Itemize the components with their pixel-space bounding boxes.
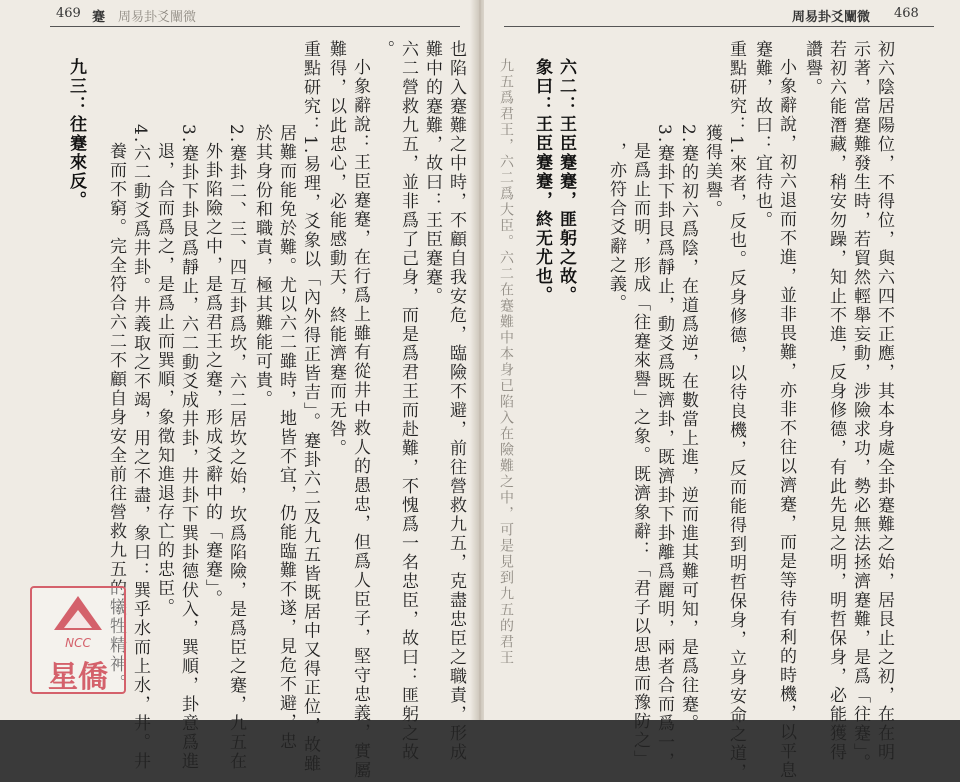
left-col-6: 難得，以此忠心，必能感動天，終能濟蹇而无咎。 bbox=[326, 40, 346, 458]
right-col-3: 若初六能潛藏，稍安勿躁，知止不進，反身修德，有此先見之明，明哲保身，必能獲得 bbox=[826, 40, 846, 762]
left-running-head: 蹇 bbox=[92, 10, 106, 25]
left-header-rule bbox=[50, 26, 460, 27]
right-col-7: 重點研究：1.來者，反也。反身修德，以待良機，反而能得到明哲保身，立身安命之道， bbox=[726, 40, 746, 782]
left-col-3: 六二營救九五，並非爲了己身，而是爲君王而赴難，不愧爲一名忠臣，故曰：匪躬之故 bbox=[398, 40, 418, 762]
left-col-14: 4.六二動爻爲井卦。井義取之不竭，用之不盡，象曰：巽乎水而上水，井。井 bbox=[130, 124, 150, 772]
ncc-logo-stamp bbox=[30, 586, 126, 694]
left-col-12: 3.蹇卦下卦艮爲靜止，六二動爻成井卦，井卦下巽卦德伏入，巽順，卦意爲進 bbox=[178, 124, 198, 772]
left-col-10: 2.蹇卦二、三、四互卦爲坎，六二居坎之始，坎爲陷險，是爲臣之蹇，九五在 bbox=[226, 124, 246, 772]
left-col-1: 也陷入蹇難之中時，不顧自我安危，臨險不避，前往營救九五，克盡忠臣之職責，形成 bbox=[446, 40, 466, 762]
left-faint-head: 周易卦爻闡微 bbox=[118, 10, 197, 25]
right-running-head: 周易卦爻闡微 bbox=[792, 10, 871, 25]
right-col-4: 讚譽。 bbox=[802, 40, 822, 97]
right-line-title: 六二：王臣蹇蹇，匪躬之故。 bbox=[556, 58, 576, 305]
left-col-13: 退，合而爲之，是爲止而巽順，象徵知進退存亡的忠臣。 bbox=[154, 142, 174, 617]
left-page-number: 469 bbox=[56, 6, 81, 21]
right-header-rule bbox=[504, 26, 934, 27]
left-col-11: 外卦陷險之中，是爲君王之蹇，形成爻辭中的「蹇蹇」。 bbox=[202, 142, 222, 609]
right-col-9: 2.蹇的初六爲陰，在道爲逆，在數當上進，逆而進其難可知，是爲往蹇。 bbox=[678, 124, 698, 734]
left-col-2: 難中的蹇難，故曰：王臣蹇蹇。 bbox=[422, 40, 442, 306]
right-col-2: 示著，當蹇難發生時，若貿然輕舉妄動，涉險求功，勢必無法拯濟蹇難，是爲「往蹇」。 bbox=[850, 40, 870, 773]
right-line-xiang: 象曰：王臣蹇蹇，終无尤也。 bbox=[532, 58, 552, 305]
left-col-8: 居難而能免於難。尤以六二雖時，地皆不宜，仍能臨難不遂，見危不避，忠 bbox=[276, 124, 296, 751]
right-col-1: 初六陰居陽位，不得位，與六四不正應，其本身處全卦蹇難之始，居艮止之初，在在明 bbox=[874, 40, 894, 762]
left-col-7: 重點研究：1.易理，爻象以「內外得正皆吉」。蹇卦六二及九五皆既居中又得正位，故雖 bbox=[300, 40, 320, 774]
stamp-logo-text: NCC bbox=[65, 636, 91, 650]
right-col-10: 3.蹇卦下卦艮爲靜止，動爻爲既濟卦，既濟卦下卦離爲麗明，兩者合而爲一， bbox=[654, 124, 674, 772]
left-line-title: 九三：往蹇來反。 bbox=[66, 58, 86, 210]
stamp-name: 星僑 bbox=[48, 660, 108, 695]
right-col-8: 獲得美譽。 bbox=[702, 124, 722, 219]
triangle-inner-icon bbox=[64, 610, 92, 628]
right-note-column: 九五爲君王，六二爲大臣。六二在蹇難中本身已陷入在險難之中，可是見到九五的君王 bbox=[498, 58, 514, 666]
left-col-4: 。 bbox=[374, 40, 394, 59]
right-col-11: 是爲止而明，形成「往蹇來譽」之象。既濟象辭：「君子以思患而豫防之」 bbox=[630, 142, 650, 769]
right-col-5: 小象辭說，初六退而不進，並非畏難，亦非不往以濟蹇，而是等待有利的時機，以平息 bbox=[776, 58, 796, 780]
right-col-12: ，亦符合爻辭之義。 bbox=[606, 142, 626, 313]
right-col-6: 蹇難，故曰：宜待也。 bbox=[752, 40, 772, 230]
left-col-15: 養而不窮。完全符合六二不顧自身安全前往營救九五的犧牲精神。 bbox=[106, 142, 126, 693]
left-col-9: 於其身份和職責，極其難能可貴。 bbox=[252, 124, 272, 409]
left-col-5: 小象辭說：王臣蹇蹇，在行爲上雖有從井中救人的愚忠，但爲人臣子，堅守忠義，實屬 bbox=[350, 58, 370, 780]
right-page bbox=[484, 0, 960, 782]
right-page-number: 468 bbox=[894, 6, 919, 21]
